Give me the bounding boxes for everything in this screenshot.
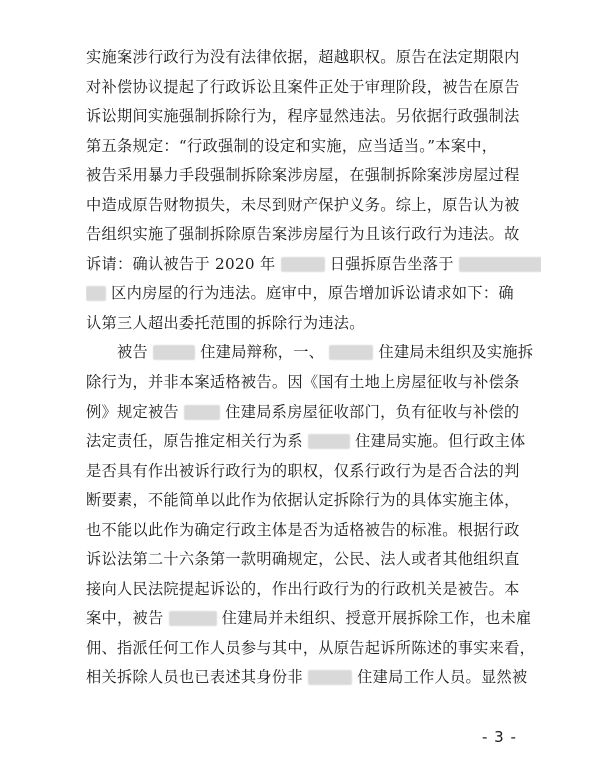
text-line — [86, 250, 541, 280]
text-segment: 相关拆除人员也已表述其身份非 — [86, 668, 303, 687]
text-line: 是否具有作出被诉行政行为的职权，仅系行政行为是否合法的判 — [86, 461, 520, 480]
text-segment: 法定责任，原告推定相关行为系 — [86, 432, 303, 451]
text-segment: 案中，被告 — [86, 609, 164, 628]
page-number: - 3 - — [482, 728, 517, 746]
text-segment: 住建局工作人员。显然被 — [357, 668, 528, 687]
text-line — [86, 663, 541, 693]
text-line — [86, 279, 541, 309]
text-line — [86, 338, 541, 368]
redaction-mark — [184, 405, 220, 420]
text-line: 第五条规定：“行政强制的设定和实施，应当适当。”本案中， — [86, 136, 498, 155]
text-line: 也不能以此作为确定行政主体是否为适格被告的标准。根据行政 — [86, 520, 520, 539]
text-line: 认第三人超出委托范围的拆除行为违法。 — [86, 313, 365, 332]
text-line: 诉讼法第二十六条第一款明确规定，公民、法人或者其他组织直 — [86, 550, 520, 569]
redaction-mark — [308, 434, 350, 449]
text-segment: 住建局未组织及实施拆 — [378, 343, 534, 362]
paragraph-plaintiff-claims — [86, 43, 541, 338]
text-line — [86, 427, 541, 457]
paragraph-defendant-response — [86, 338, 541, 693]
document-body — [86, 43, 541, 693]
text-line: 诉讼期间实施强制拆除行为，程序显然违法。另依据行政强制法 — [86, 107, 520, 126]
redaction-mark — [281, 257, 325, 272]
text-line — [86, 604, 541, 634]
redaction-mark — [153, 345, 195, 360]
redaction-mark — [169, 611, 217, 626]
text-line: 佣、指派任何工作人员参与其中，从原告起诉所陈述的事实来看， — [86, 638, 536, 657]
redaction-mark — [459, 257, 541, 272]
text-line: 告组织实施了强制拆除原告案涉房屋行为且该行政行为违法。故 — [86, 225, 520, 244]
text-line: 被告采用暴力手段强制拆除案涉房屋，在强制拆除案涉房屋过程 — [86, 166, 520, 185]
text-segment: 被告 — [117, 343, 148, 362]
text-segment: 住建局辩称，一、 — [200, 343, 325, 362]
text-segment: 住建局并未组织、授意开展拆除工作，也未雇 — [221, 609, 532, 628]
text-segment: 区内房屋的行为违法。庭审中，原告增加诉讼请求如下：确 — [111, 284, 514, 303]
redaction-mark — [86, 286, 106, 301]
text-line — [86, 398, 541, 428]
text-line: 对补偿协议提起了行政诉讼且案件正处于审理阶段，被告在原告 — [86, 77, 520, 96]
text-line: 接向人民法院提起诉讼的，作出行政行为的行政机关是被告。本 — [86, 579, 520, 598]
text-line: 实施案涉行政行为没有法律依据，超越职权。原告在法定期限内 — [86, 48, 520, 66]
text-segment: 诉请：确认被告于 2020 年 — [86, 254, 276, 273]
text-segment: 例》规定被告 — [86, 402, 179, 421]
text-line: 除行为，并非本案适格被告。因《国有土地上房屋征收与补偿条 — [86, 373, 520, 392]
text-segment: 日强拆原告坐落于 — [329, 254, 454, 273]
text-segment: 住建局系房屋征收部门，负有征收与补偿的 — [225, 402, 520, 421]
text-line: 中造成原告财物损失，未尽到财产保护义务。综上，原告认为被 — [86, 195, 520, 214]
redaction-mark — [329, 345, 373, 360]
text-segment: 住建局实施。但行政主体 — [355, 432, 526, 451]
redaction-mark — [308, 670, 352, 685]
text-line: 断要素，不能简单以此作为依据认定拆除行为的具体实施主体， — [86, 491, 520, 510]
